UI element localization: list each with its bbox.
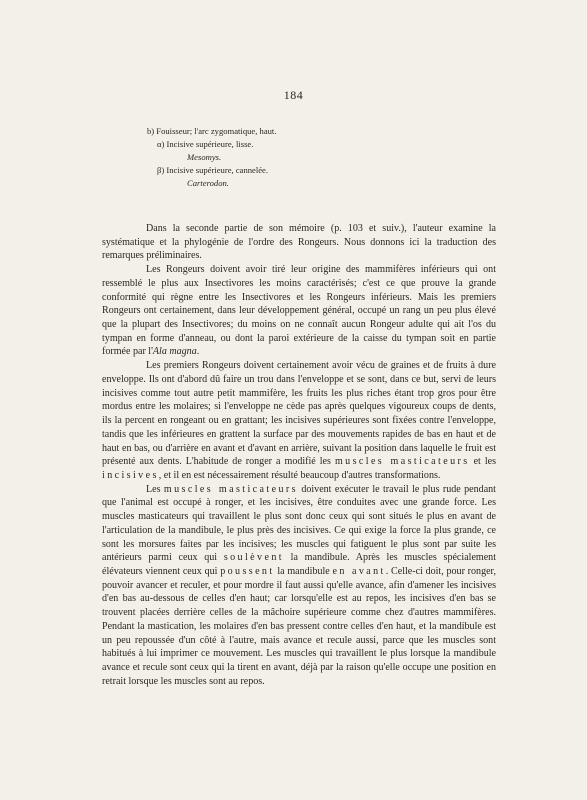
paragraph-3-text-a: Les premiers Rongeurs doivent certainement avoir vécu de graines et de fruits à dure enveloppe. Ils ont d'abord dû faire un trou dans l'enveloppe et se sont, dans ce but, servi de leurs incisives comme tout autre petit mammifère, les fruits les plus riches étant trop gros pour être mordus entre les molaires; si l'enveloppe ne cède pas après quelques vigoureux coups de dents, ils la percent en rongeant ou en grattant; les incisives supérieures sont fixées contre l'enveloppe, tandis que les inférieures en grattent la surface par des mouvements rapides de bas en haut et de haut en bas, ou d'arrière en avant et d'avant en arrière, suivant la position dans laquelle le fruit est présenté aux dents. L'habitude de ronger a modifié les <box>102 360 496 468</box>
paragraph-1 <box>102 222 496 263</box>
paragraph-4-text-a: doivent exécuter le travail le plus rude pendant que l'animal est occupé à ronger, et les incisives, être conduites avec une grande force. Les muscles masticateurs qui travaillent le plus sont donc ceux qui sont situés le plus en avant de l'articulation de la mandibule, le plus près des incisives. Ce qui exige la force la plus grande, ce sont les morsures faites par les incisives; les muscles qui fatiguent le plus sont par suite les antérieurs parmi ceux qui <box>102 483 496 564</box>
paragraph-3-text-c: , et il en est nécessairement résulté beaucoup d'autres transformations. <box>158 469 441 481</box>
paragraph-1-text: Dans la seconde partie de son mémoire (p. 103 et suiv.), l'auteur examine la systématique et la phylogénie de l'ordre des Rongeurs. Nous donnons ici la traduction des remarques préliminaires. <box>102 223 496 262</box>
paragraph-4-text-b: la mandibule. Après les muscles spécialement élévateurs viennent ceux qui <box>102 552 496 577</box>
key-entry-b: b) Fouisseur; l'arc zygomatique, haut. <box>147 126 277 136</box>
paragraph-2-text: Les Rongeurs doivent avoir tiré leur origine des mammifères inférieurs qui ont ressemblé le plus aux Insectivores les moins caractérisés; c'est ce que prouve la grande conformité qui règne entre les Insectivores et les Rongeurs inférieurs. Mais les premiers Rongeurs ont certainement, dans leur développement général, occupé un rang un peu plus élevé que la plupart des Insectivores; du moins on ne connaît aucun Rongeur adulte qui ait l'os du tympan en forme d'anneau, ou dont la paroi extérieure de la caisse du tympan soit en partie formée par l' <box>102 264 496 358</box>
paragraph-4 <box>102 483 496 689</box>
emphasis-poussent: poussent <box>220 565 275 577</box>
key-entry-beta: β) Incisive supérieure, cannelée. <box>157 165 269 175</box>
emphasis-incisives: incisives <box>102 469 159 481</box>
key-entry-alpha: α) Incisive supérieure, lisse. <box>157 139 254 149</box>
page-number: 184 <box>283 88 304 102</box>
paragraph-3-text-b: et les <box>469 456 497 468</box>
emphasis-soulevent: soulèvent <box>223 552 284 564</box>
key-genus-mesomys: Mesomys. <box>187 152 222 162</box>
emphasis-muscles-masticateurs-2: muscles masticateurs <box>163 483 298 495</box>
paragraph-4-start: Les <box>146 483 164 495</box>
paragraph-2 <box>102 263 496 359</box>
paragraph-4-text-d: . Celle-ci doit, pour ronger, pouvoir avancer et reculer, et pour mordre il faut aussi qu'elle avance, afin d'amener les incisives d'en bas au-dessous de celles d'en haut; car lorsqu'elle est au repos, les incisives d'en bas se trouvent placées derrière celles de la mâchoire supérieure comme chez d'autres mammifères. Pendant la mastication, les molaires d'en bas pressent contre celles d'en haut, et la mandibule est un peu repoussée d'un côté à l'autre, mais avance et recule aussi, parce que les muscles sont habitués à lui imprimer ce mouvement. Les muscles qui travaillent le plus lorsque la mandibule avance et recule sont ceux qui la tirent en avant, déjà par la raison qu'elle occupe une position en retrait lorsque les muscles sont au repos. <box>102 565 497 687</box>
ala-magna-term: Ala magna <box>152 346 197 358</box>
paragraph-4-text-c: la mandibule <box>274 565 333 577</box>
paragraph-3 <box>102 359 496 482</box>
main-text <box>102 222 496 688</box>
paragraph-2-end: . <box>196 346 200 358</box>
emphasis-en-avant: en avant <box>332 565 386 577</box>
key-genus-carterodon: Carterodon. <box>187 178 229 188</box>
emphasis-muscles-masticateurs: muscles masticateurs <box>334 456 470 468</box>
classification-key <box>147 125 447 190</box>
